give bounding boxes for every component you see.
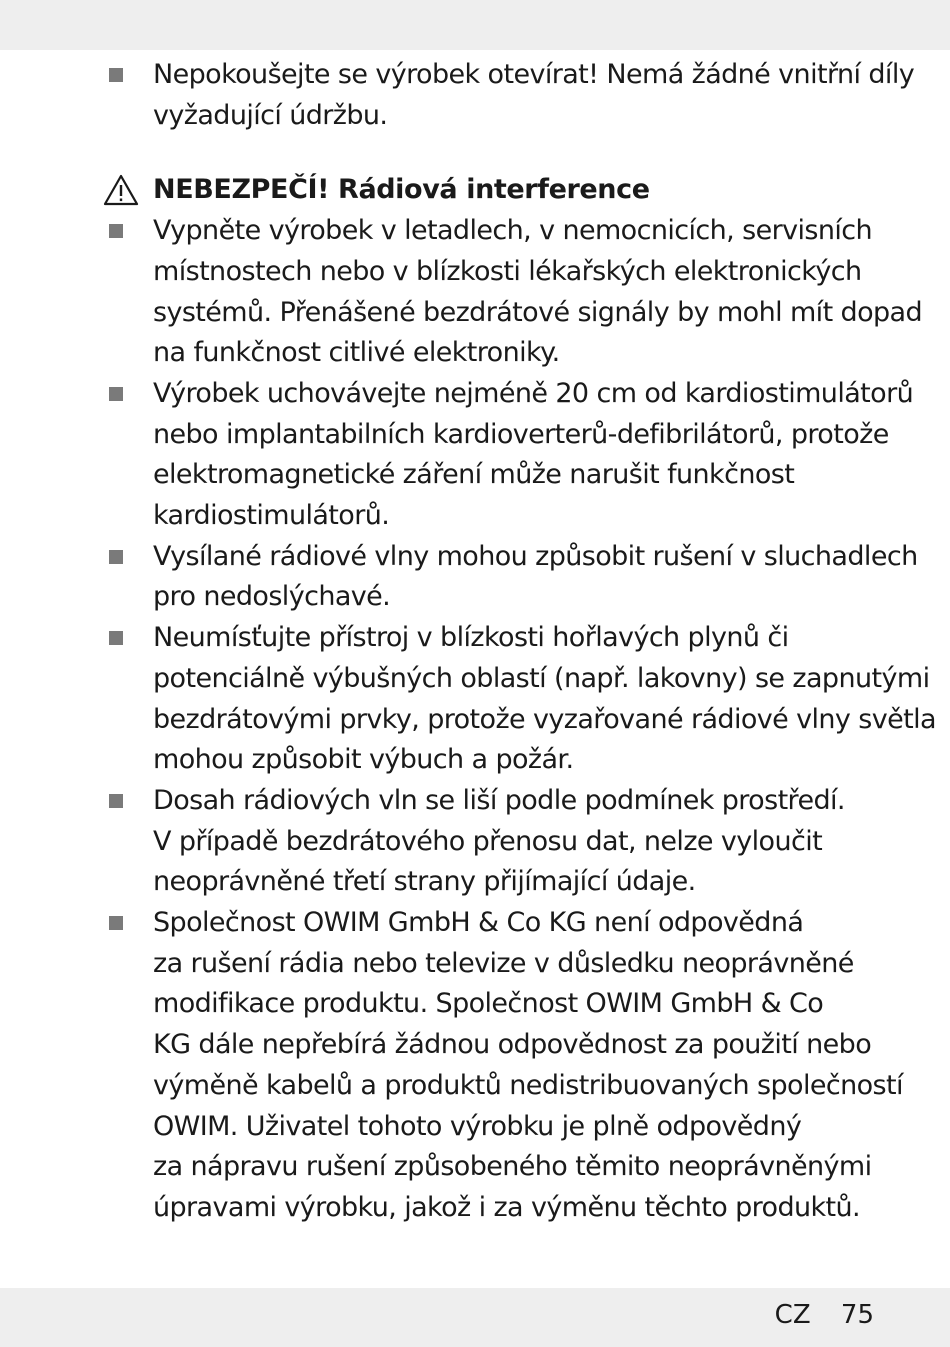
list-item	[0, 781, 950, 903]
text-line: Výrobek uchovávejte nejméně 20 cm od kardiostimulátorů	[153, 377, 914, 409]
warning-triangle-icon	[103, 174, 139, 206]
text-line: Vysílané rádiové vlny mohou způsobit rušení v sluchadlech	[153, 540, 918, 572]
list-item	[0, 618, 950, 781]
text-line: OWIM. Uživatel tohoto výrobku je plně odpovědný	[153, 1110, 802, 1142]
text-line: výměně kabelů a produktů nedistribuovaných společností	[153, 1069, 903, 1101]
square-bullet-icon	[109, 68, 123, 82]
text-line: KG dále nepřebírá žádnou odpovědnost za použití nebo	[153, 1029, 872, 1061]
header-band	[0, 0, 950, 50]
square-bullet-icon	[109, 224, 123, 238]
text-line: mohou způsobit výbuch a požár.	[153, 744, 574, 776]
text-line: místnostech nebo v blízkosti lékařských elektronických	[153, 255, 862, 287]
text-line: pro nedoslýchavé.	[153, 581, 391, 613]
text-line: Dosah rádiových vln se liší podle podmínek prostředí.	[153, 784, 845, 816]
text-line: systémů. Přenášené bezdrátové signály by mohl mít dopad	[153, 296, 923, 328]
square-bullet-icon	[109, 631, 123, 645]
text-line: Vypněte výrobek v letadlech, v nemocnicích, servisních	[153, 215, 873, 247]
page-footer	[775, 1298, 874, 1332]
text-line: Společnost OWIM GmbH & Co KG není odpovědná	[153, 907, 804, 939]
list-item	[0, 374, 950, 537]
text-line: bezdrátovými prvky, protože vyzařované rádiové vlny světla	[153, 703, 936, 735]
list-item	[0, 903, 950, 1229]
warning-heading-text: NEBEZPEČÍ! Rádiová interference	[153, 174, 650, 206]
list-item	[0, 211, 950, 374]
document-body	[0, 55, 950, 1229]
intro-list-item	[0, 55, 950, 136]
warning-heading	[0, 170, 950, 211]
text-line: elektromagnetické záření může narušit funkčnost	[153, 459, 795, 491]
text-line: za rušení rádia nebo televize v důsledku neoprávněné	[153, 947, 854, 979]
text-line: kardiostimulátorů.	[153, 500, 390, 532]
text-line: V případě bezdrátového přenosu dat, nelze vyloučit	[153, 825, 823, 857]
page-number: 75	[840, 1300, 874, 1330]
square-bullet-icon	[109, 916, 123, 930]
text-line: Neumísťujte přístroj v blízkosti hořlavých plynů či	[153, 622, 789, 654]
square-bullet-icon	[109, 794, 123, 808]
text-line: úpravami výrobku, jakož i za výměnu těchto produktů.	[153, 1191, 861, 1223]
text-line: za nápravu rušení způsobeného těmito neoprávněnými	[153, 1151, 872, 1183]
square-bullet-icon	[109, 387, 123, 401]
text-line: vyžadující údržbu.	[153, 99, 388, 131]
text-line: Nepokoušejte se výrobek otevírat! Nemá žádné vnitřní díly	[153, 59, 915, 90]
language-code: CZ	[774, 1300, 811, 1330]
text-line: nebo implantabilních kardioverterů-defibrilátorů, protože	[153, 418, 889, 450]
text-line: modifikace produktu. Společnost OWIM GmbH & Co	[153, 988, 824, 1020]
text-line: neoprávněné třetí strany přijímající údaje.	[153, 866, 696, 898]
text-line: potenciálně výbušných oblastí (např. lakovny) se zapnutými	[153, 662, 930, 694]
list-item	[0, 537, 950, 618]
text-line: na funkčnost citlivé elektroniky.	[153, 337, 560, 369]
square-bullet-icon	[109, 550, 123, 564]
